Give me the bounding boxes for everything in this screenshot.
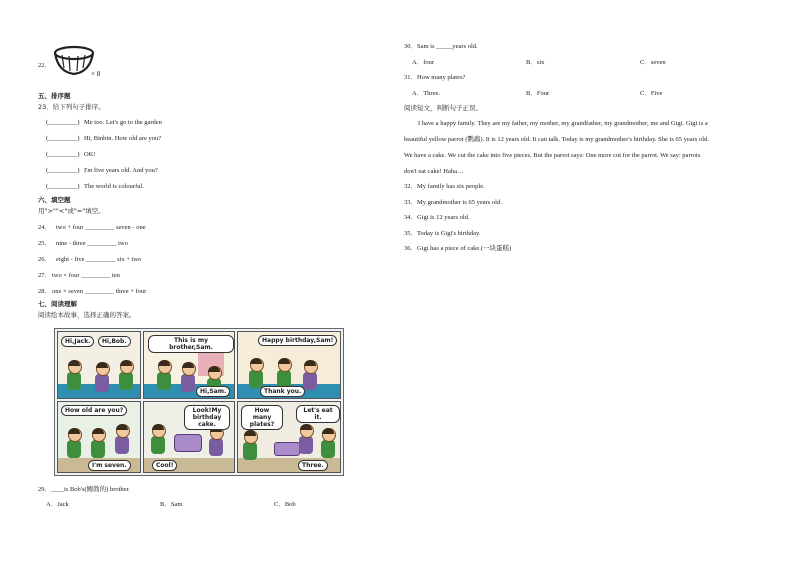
comic-panel-2	[143, 331, 235, 399]
passage-line: I have a happy family. They are my father, my mother, my grandfather, my grandmother, me and Gigi. Gigi is a	[418, 120, 708, 127]
q29-option-b[interactable]: B．Sam	[160, 501, 183, 508]
cake-icon	[274, 442, 300, 456]
comic-bubble: Look!My birthday cake.	[184, 405, 230, 430]
ordering-sentence: I'm five years old. And you?	[84, 167, 158, 174]
comic-panel-4	[57, 401, 141, 473]
ordering-sentence: The world is colourful.	[84, 183, 144, 190]
passage-line: We have a cake. We cut the cake into five pieces. But the parrot says: One more cut for the parrot. We say: parrots	[404, 152, 701, 159]
ordering-blank[interactable]: (_________)	[46, 151, 80, 158]
q22-multiplier: × 8	[91, 70, 101, 78]
comic-bubble: Let's eat it.	[296, 405, 340, 423]
fill-item-number: 27．	[38, 272, 51, 279]
fill-item-text[interactable]: one × seven _________ three + four	[52, 288, 147, 295]
comic-bubble: This is my brother,Sam.	[148, 335, 234, 353]
q22-number: 22．	[38, 62, 51, 69]
judge-item[interactable]: 34．Gigi is 12 years old.	[404, 214, 470, 221]
section7-instruction: 阅读绘本故事，选择正确的答案。	[38, 311, 136, 319]
comic-bubble: Happy birthday,Sam!	[258, 335, 337, 346]
comic-bubble: Hi,Sam.	[196, 386, 230, 397]
section6-title: 六、填空题	[38, 196, 71, 204]
comic-panel-5	[143, 401, 235, 473]
comic-panel-1	[57, 331, 141, 399]
ordering-blank[interactable]: (_________)	[46, 183, 80, 190]
comic-bubble: I'm seven.	[88, 460, 131, 471]
q31-question: 31．How many plates?	[404, 74, 466, 81]
ordering-blank[interactable]: (_________)	[46, 167, 80, 174]
ordering-sentence: Me too. Let's go to the garden	[84, 119, 162, 126]
section7-title: 七、阅读理解	[38, 300, 77, 308]
ordering-blank[interactable]: (_________)	[46, 135, 80, 142]
q29-option-c[interactable]: C．Bob	[274, 501, 296, 508]
judge-item[interactable]: 35．Today is Gigi's birthday.	[404, 230, 481, 237]
q23-instruction: 23．给下列句子排序。	[38, 103, 105, 111]
passage-line: don't eat cake! Haha…	[404, 168, 464, 175]
q31-option-c[interactable]: C．Five	[640, 90, 663, 97]
q30-option-c[interactable]: C．seven	[640, 59, 666, 66]
ordering-sentence: Hi, Binbin. How old are you?	[84, 135, 162, 142]
cake-icon	[174, 434, 202, 452]
q31-option-a[interactable]: A．Three.	[412, 90, 440, 97]
comic-bubble: Hi,Bob.	[98, 336, 131, 347]
q30-question: 30．Sam is _____years old.	[404, 43, 478, 50]
fill-item-text[interactable]: eight - five _________ six + two	[56, 256, 142, 263]
judge-item[interactable]: 36．Gigi has a piece of cake.(一块蛋糕)	[404, 245, 512, 252]
reading-instruction: 阅读短文，判断句子正误。	[404, 104, 482, 112]
comic-bubble: Thank you.	[260, 386, 305, 397]
fill-item-text[interactable]: nine - three _________ two	[56, 240, 128, 247]
fill-item-number: 28．	[38, 288, 51, 295]
fill-item-number: 25．	[38, 240, 51, 247]
q29-option-a[interactable]: A．Jack	[46, 501, 69, 508]
q30-option-b[interactable]: B．six	[526, 59, 545, 66]
comic-bubble: Hi,Jack.	[61, 336, 94, 347]
comic-panel-3	[237, 331, 341, 399]
fill-item-number: 26．	[38, 256, 51, 263]
comic-bubble: Three.	[298, 460, 328, 471]
fill-item-text[interactable]: two + four _________ seven - one	[56, 224, 146, 231]
comic-bubble: How many plates?	[241, 405, 283, 430]
comic-bubble: Cool!	[152, 460, 177, 471]
comic-bubble: How old are you?	[61, 405, 127, 416]
q29-question: 29．____is Bob's(鲍勃的) brother.	[38, 486, 130, 493]
judge-item[interactable]: 33．My grandmother is 65 years old.	[404, 199, 502, 206]
comic-panel-6	[237, 401, 341, 473]
q30-option-a[interactable]: A．four	[412, 59, 435, 66]
judge-item[interactable]: 32．My family has six people.	[404, 183, 485, 190]
picture-book-comic	[54, 328, 344, 476]
passage-line: beautiful yellow parrot (鹦鹉). It is 12 years old. It can talk. Today is my grandmother's birthday. She is 65 years old.	[404, 136, 709, 143]
ordering-blank[interactable]: (_________)	[46, 119, 80, 126]
fill-item-text[interactable]: two × four _________ ten	[52, 272, 120, 279]
ordering-sentence: OK!	[84, 151, 96, 158]
q31-option-b[interactable]: B．Four	[526, 90, 550, 97]
section5-title: 五、排序题	[38, 92, 71, 100]
section6-instruction: 用">""<"或"="填空。	[38, 207, 105, 215]
fill-item-number: 24．	[38, 224, 51, 231]
